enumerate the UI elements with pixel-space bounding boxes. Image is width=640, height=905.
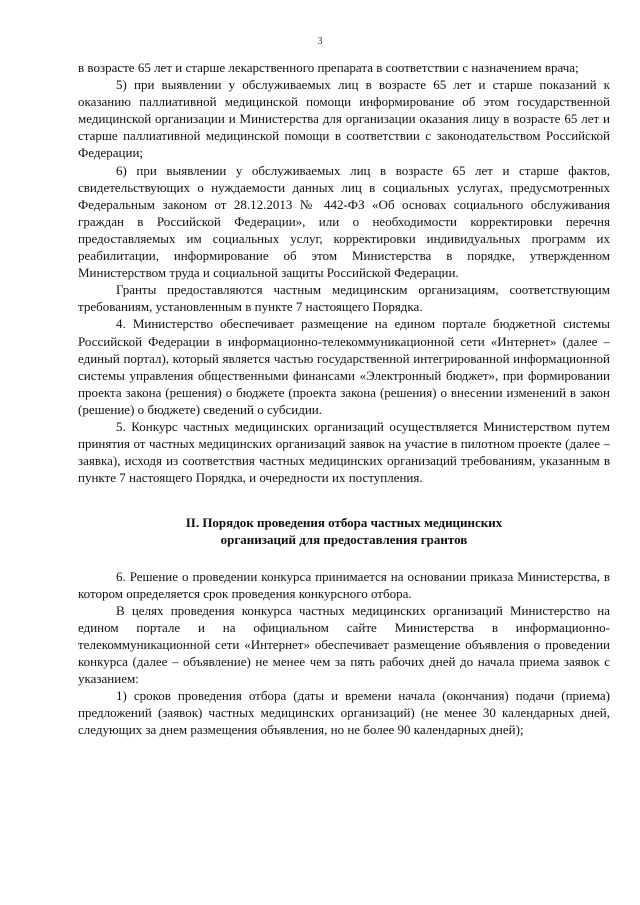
paragraph-announcement: В целях проведения конкурса частных медицинских организаций Министерство на едином портале и на официальном сайте Министерства в информационно-телекоммуникационной сети «Интернет» обеспечивает размещение объявления о проведении конкурса (далее – объявление) не менее чем за пять рабочих дней до начала приема заявок с указанием:	[78, 602, 610, 687]
paragraph-clause-5: 5. Конкурс частных медицинских организаций осуществляется Министерством путем принятия от частных медицинских организаций заявок на участие в пилотном проекте (далее – заявка), исходя из соответствия частных медицинских организаций требованиям, указанным в пункте 7 настоящего Порядка, и очередности их поступления.	[78, 418, 610, 486]
paragraph-continuation: в возрасте 65 лет и старше лекарственного препарата в соответствии с назначением врача;	[78, 60, 579, 75]
paragraph-item-5: 5) при выявлении у обслуживаемых лиц в возрасте 65 лет и старше показаний к оказанию паллиативной медицинской помощи информирование об этом государственной медицинской организации и Министерства для организации оказания лицу в возрасте 65 лет и старше паллиативной медицинской помощи в соответствии с законодательством Российской Федерации;	[78, 77, 610, 161]
paragraph-sub-item-1: 1) сроков проведения отбора (даты и времени начала (окончания) подачи (приема) предложений (заявок) частных медицинских организаций) (не менее 30 календарных дней, следующих за днем размещения объявления, но не более 90 календарных дней);	[78, 688, 610, 738]
section-heading-line-2: организаций для предоставления грантов	[220, 532, 468, 548]
spacer	[78, 486, 610, 514]
section-heading	[78, 514, 610, 548]
spacer	[78, 549, 610, 568]
page-number: 3	[317, 36, 323, 47]
paragraph-clause-4: 4. Министерство обеспечивает размещение на едином портале бюджетной системы Российской Федерации в информационно-телекоммуникационной сети «Интернет» (далее – единый портал), который является частью государственной интегрированной информационной системы управления общественными финансами «Электронный бюджет», при формировании проекта закона (решения) о бюджете (проекта закона (решения) о внесении изменений в закон (решение) о бюджете) сведений о субсидии.	[78, 316, 610, 417]
paragraph-grants: Гранты предоставляются частным медицинским организациям, соответствующим требованиям, установленным в пункте 7 настоящего Порядка.	[78, 282, 610, 315]
section-heading-line-1: II. Порядок проведения отбора частных медицинских	[185, 515, 503, 531]
document-body	[78, 59, 610, 738]
paragraph-clause-6: 6. Решение о проведении конкурса принимается на основании приказа Министерства, в котором определяется срок проведения конкурсного отбора.	[78, 568, 610, 601]
paragraph-item-6: 6) при выявлении у обслуживаемых лиц в возрасте 65 лет и старше фактов, свидетельствующих о нуждаемости данных лиц в социальных услугах, предусмотренных Федеральным законом от 28.12.2013 № 442-ФЗ «Об основах социального обслуживания граждан в Российской Федерации», или о необходимости корректировки перечня предоставляемых им социальных услуг, корректировки индивидуальных программ их реабилитации, информирование об этом Министерства в порядке, утвержденном Министерством труда и социальной защиты Российской Федерации.	[78, 162, 610, 281]
